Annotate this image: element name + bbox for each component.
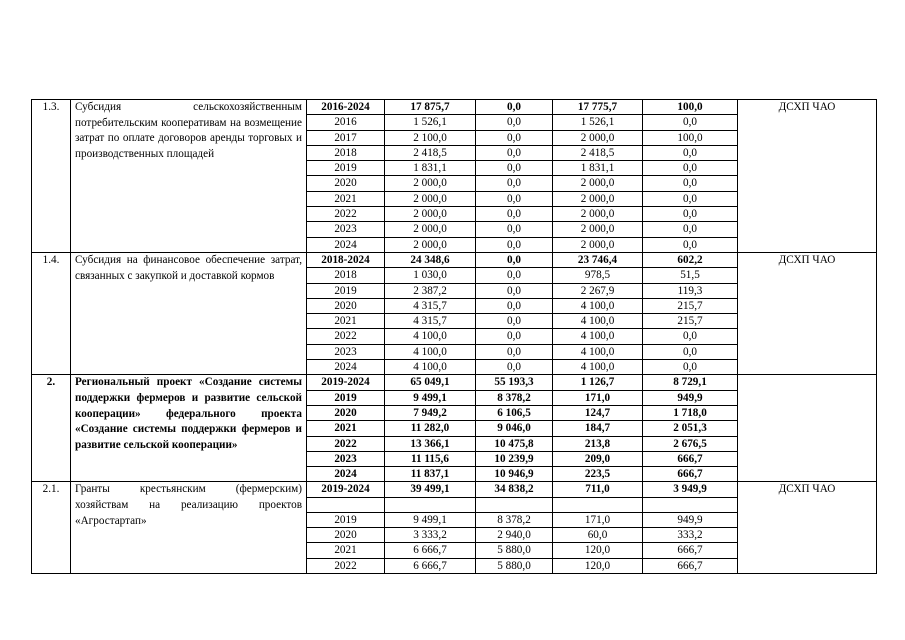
year-cell: 2024 xyxy=(307,467,385,482)
year-cell: 2023 xyxy=(307,451,385,466)
federal-budget-cell: 0,0 xyxy=(476,360,553,375)
federal-budget-cell: 0,0 xyxy=(476,145,553,160)
section-description: Гранты крестьянским (фермерским) хозяйствам на реализацию проектов «Агростартап» xyxy=(71,482,307,573)
total-cell: 4 100,0 xyxy=(385,344,476,359)
regional-budget-cell: 2 000,0 xyxy=(553,207,643,222)
year-cell: 2022 xyxy=(307,558,385,573)
total-cell: 65 049,1 xyxy=(385,375,476,390)
other-source-cell: 0,0 xyxy=(643,191,738,206)
year-cell: 2020 xyxy=(307,528,385,543)
regional-budget-cell: 60,0 xyxy=(553,528,643,543)
regional-budget-cell xyxy=(553,497,643,512)
section-number: 2.1. xyxy=(32,482,71,573)
other-source-cell: 0,0 xyxy=(643,329,738,344)
total-cell: 13 366,1 xyxy=(385,436,476,451)
federal-budget-cell: 0,0 xyxy=(476,314,553,329)
total-cell: 2 000,0 xyxy=(385,207,476,222)
regional-budget-cell: 1 126,7 xyxy=(553,375,643,390)
year-cell: 2022 xyxy=(307,207,385,222)
year-cell: 2019 xyxy=(307,161,385,176)
federal-budget-cell: 5 880,0 xyxy=(476,558,553,573)
other-source-cell: 2 676,5 xyxy=(643,436,738,451)
regional-budget-cell: 4 100,0 xyxy=(553,298,643,313)
regional-budget-cell: 2 000,0 xyxy=(553,191,643,206)
total-cell: 6 666,7 xyxy=(385,558,476,573)
regional-budget-cell: 171,0 xyxy=(553,390,643,405)
other-source-cell xyxy=(643,497,738,512)
federal-budget-cell: 10 946,9 xyxy=(476,467,553,482)
total-cell: 4 315,7 xyxy=(385,314,476,329)
federal-budget-cell: 0,0 xyxy=(476,161,553,176)
regional-budget-cell: 17 775,7 xyxy=(553,100,643,115)
year-cell: 2023 xyxy=(307,344,385,359)
total-cell: 9 499,1 xyxy=(385,390,476,405)
year-cell: 2024 xyxy=(307,237,385,252)
year-cell: 2019-2024 xyxy=(307,375,385,390)
other-source-cell: 666,7 xyxy=(643,558,738,573)
regional-budget-cell: 2 418,5 xyxy=(553,145,643,160)
other-source-cell: 8 729,1 xyxy=(643,375,738,390)
other-source-cell: 333,2 xyxy=(643,528,738,543)
other-source-cell: 0,0 xyxy=(643,344,738,359)
other-source-cell: 2 051,3 xyxy=(643,421,738,436)
regional-budget-cell: 4 100,0 xyxy=(553,314,643,329)
other-source-cell: 215,7 xyxy=(643,314,738,329)
federal-budget-cell: 0,0 xyxy=(476,237,553,252)
federal-budget-cell: 5 880,0 xyxy=(476,543,553,558)
federal-budget-cell: 10 239,9 xyxy=(476,451,553,466)
federal-budget-cell: 0,0 xyxy=(476,329,553,344)
regional-budget-cell: 1 831,1 xyxy=(553,161,643,176)
section-description: Субсидия на финансовое обеспечение затрат, связанных с закупкой и доставкой кормов xyxy=(71,252,307,374)
year-cell: 2022 xyxy=(307,436,385,451)
other-source-cell: 3 949,9 xyxy=(643,482,738,497)
year-cell: 2021 xyxy=(307,314,385,329)
regional-budget-cell: 184,7 xyxy=(553,421,643,436)
regional-budget-cell: 223,5 xyxy=(553,467,643,482)
regional-budget-cell: 23 746,4 xyxy=(553,252,643,267)
section-description: Региональный проект «Создание системы поддержки фермеров и развитие сельской кооперации» федерального проекта «Создание системы поддержки фермеров и развитие сельской кооперации» xyxy=(71,375,307,482)
total-cell: 11 837,1 xyxy=(385,467,476,482)
regional-budget-cell: 978,5 xyxy=(553,268,643,283)
federal-budget-cell: 0,0 xyxy=(476,298,553,313)
total-cell: 1 831,1 xyxy=(385,161,476,176)
federal-budget-cell: 8 378,2 xyxy=(476,390,553,405)
section-number: 2. xyxy=(32,375,71,482)
year-cell: 2019 xyxy=(307,512,385,527)
total-cell: 2 387,2 xyxy=(385,283,476,298)
total-cell: 2 000,0 xyxy=(385,237,476,252)
other-source-cell: 0,0 xyxy=(643,161,738,176)
federal-budget-cell: 0,0 xyxy=(476,283,553,298)
other-source-cell: 1 718,0 xyxy=(643,405,738,420)
regional-budget-cell: 4 100,0 xyxy=(553,329,643,344)
other-source-cell: 602,2 xyxy=(643,252,738,267)
regional-budget-cell: 120,0 xyxy=(553,558,643,573)
other-source-cell: 666,7 xyxy=(643,451,738,466)
other-source-cell: 0,0 xyxy=(643,115,738,130)
total-cell: 2 000,0 xyxy=(385,191,476,206)
other-source-cell: 666,7 xyxy=(643,543,738,558)
year-cell: 2019 xyxy=(307,390,385,405)
federal-budget-cell: 9 046,0 xyxy=(476,421,553,436)
year-cell: 2023 xyxy=(307,222,385,237)
regional-budget-cell: 2 000,0 xyxy=(553,130,643,145)
other-source-cell: 949,9 xyxy=(643,390,738,405)
other-source-cell: 100,0 xyxy=(643,100,738,115)
total-cell: 2 000,0 xyxy=(385,222,476,237)
year-cell: 2024 xyxy=(307,360,385,375)
other-source-cell: 51,5 xyxy=(643,268,738,283)
total-cell xyxy=(385,497,476,512)
section-number: 1.4. xyxy=(32,252,71,374)
federal-budget-cell: 0,0 xyxy=(476,176,553,191)
other-source-cell: 0,0 xyxy=(643,207,738,222)
total-cell: 24 348,6 xyxy=(385,252,476,267)
federal-budget-cell: 2 940,0 xyxy=(476,528,553,543)
regional-budget-cell: 4 100,0 xyxy=(553,344,643,359)
total-cell: 2 418,5 xyxy=(385,145,476,160)
total-cell: 4 100,0 xyxy=(385,329,476,344)
total-cell: 2 000,0 xyxy=(385,176,476,191)
federal-budget-cell: 34 838,2 xyxy=(476,482,553,497)
year-cell: 2019-2024 xyxy=(307,482,385,497)
other-source-cell: 0,0 xyxy=(643,237,738,252)
total-cell: 11 282,0 xyxy=(385,421,476,436)
year-cell: 2021 xyxy=(307,421,385,436)
other-source-cell: 100,0 xyxy=(643,130,738,145)
year-cell: 2018 xyxy=(307,268,385,283)
regional-budget-cell: 2 000,0 xyxy=(553,176,643,191)
regional-budget-cell: 2 000,0 xyxy=(553,222,643,237)
year-cell: 2018-2024 xyxy=(307,252,385,267)
regional-budget-cell: 1 526,1 xyxy=(553,115,643,130)
regional-budget-cell: 124,7 xyxy=(553,405,643,420)
year-cell: 2022 xyxy=(307,329,385,344)
table-row xyxy=(32,100,877,115)
year-cell xyxy=(307,497,385,512)
federal-budget-cell: 0,0 xyxy=(476,207,553,222)
responsible-executor: ДСХП ЧАО xyxy=(738,100,877,253)
other-source-cell: 0,0 xyxy=(643,176,738,191)
table-body xyxy=(32,100,877,574)
year-cell: 2019 xyxy=(307,283,385,298)
table-row xyxy=(32,482,877,497)
regional-budget-cell: 711,0 xyxy=(553,482,643,497)
federal-budget-cell: 0,0 xyxy=(476,252,553,267)
section-number: 1.3. xyxy=(32,100,71,253)
federal-budget-cell: 55 193,3 xyxy=(476,375,553,390)
table-row xyxy=(32,252,877,267)
total-cell: 3 333,2 xyxy=(385,528,476,543)
federal-budget-cell: 0,0 xyxy=(476,191,553,206)
federal-budget-cell: 10 475,8 xyxy=(476,436,553,451)
other-source-cell: 666,7 xyxy=(643,467,738,482)
other-source-cell: 0,0 xyxy=(643,145,738,160)
federal-budget-cell: 0,0 xyxy=(476,344,553,359)
federal-budget-cell: 0,0 xyxy=(476,115,553,130)
total-cell: 17 875,7 xyxy=(385,100,476,115)
year-cell: 2021 xyxy=(307,191,385,206)
responsible-executor: ДСХП ЧАО xyxy=(738,482,877,573)
responsible-executor: ДСХП ЧАО xyxy=(738,252,877,374)
funding-table xyxy=(31,99,877,574)
year-cell: 2021 xyxy=(307,543,385,558)
year-cell: 2017 xyxy=(307,130,385,145)
total-cell: 4 315,7 xyxy=(385,298,476,313)
total-cell: 6 666,7 xyxy=(385,543,476,558)
other-source-cell: 0,0 xyxy=(643,360,738,375)
regional-budget-cell: 171,0 xyxy=(553,512,643,527)
total-cell: 7 949,2 xyxy=(385,405,476,420)
regional-budget-cell: 2 267,9 xyxy=(553,283,643,298)
federal-budget-cell: 0,0 xyxy=(476,100,553,115)
federal-budget-cell xyxy=(476,497,553,512)
federal-budget-cell: 8 378,2 xyxy=(476,512,553,527)
other-source-cell: 119,3 xyxy=(643,283,738,298)
other-source-cell: 949,9 xyxy=(643,512,738,527)
total-cell: 9 499,1 xyxy=(385,512,476,527)
regional-budget-cell: 213,8 xyxy=(553,436,643,451)
regional-budget-cell: 209,0 xyxy=(553,451,643,466)
year-cell: 2020 xyxy=(307,405,385,420)
table-row xyxy=(32,375,877,390)
total-cell: 2 100,0 xyxy=(385,130,476,145)
regional-budget-cell: 4 100,0 xyxy=(553,360,643,375)
federal-budget-cell: 0,0 xyxy=(476,222,553,237)
total-cell: 1 030,0 xyxy=(385,268,476,283)
year-cell: 2020 xyxy=(307,298,385,313)
responsible-executor xyxy=(738,375,877,482)
other-source-cell: 215,7 xyxy=(643,298,738,313)
year-cell: 2016-2024 xyxy=(307,100,385,115)
year-cell: 2020 xyxy=(307,176,385,191)
federal-budget-cell: 6 106,5 xyxy=(476,405,553,420)
total-cell: 11 115,6 xyxy=(385,451,476,466)
regional-budget-cell: 2 000,0 xyxy=(553,237,643,252)
year-cell: 2018 xyxy=(307,145,385,160)
total-cell: 1 526,1 xyxy=(385,115,476,130)
federal-budget-cell: 0,0 xyxy=(476,130,553,145)
year-cell: 2016 xyxy=(307,115,385,130)
regional-budget-cell: 120,0 xyxy=(553,543,643,558)
total-cell: 4 100,0 xyxy=(385,360,476,375)
other-source-cell: 0,0 xyxy=(643,222,738,237)
total-cell: 39 499,1 xyxy=(385,482,476,497)
section-description: Субсидия сельскохозяйственным потребительским кооперативам на возмещение затрат по оплате договоров аренды торговых и производственных площадей xyxy=(71,100,307,253)
federal-budget-cell: 0,0 xyxy=(476,268,553,283)
